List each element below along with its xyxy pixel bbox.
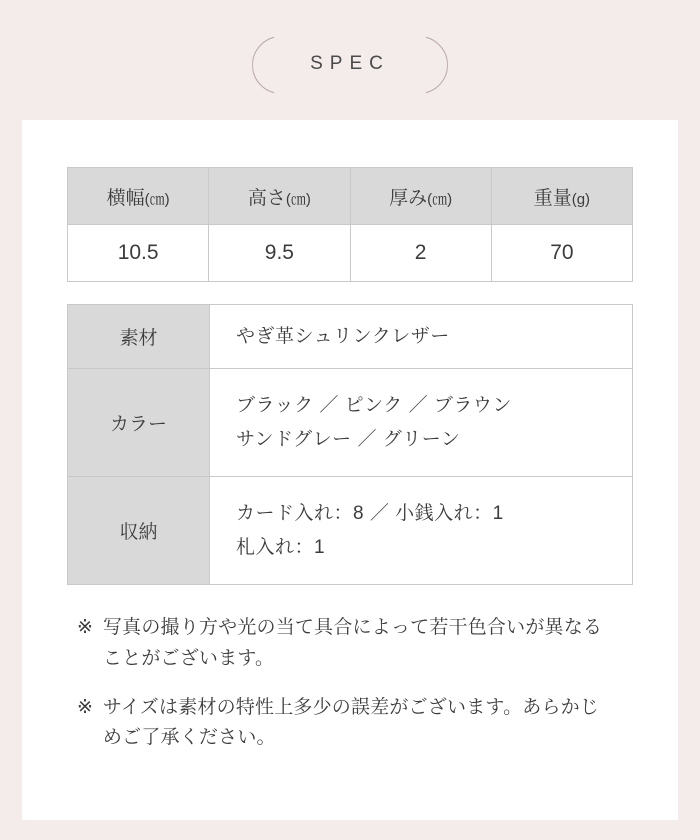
size-header-width-label: 横幅 [106,187,145,209]
size-table-value-row [68,225,633,282]
page-header [0,0,700,120]
size-table-header-row [68,168,633,225]
spec-card-inner [22,120,678,754]
size-header-weight-label: 重量 [533,187,572,209]
size-value-weight: 70 [491,225,632,282]
note-text-2: サイズは素材の特性上多少の誤差がございます。あらかじめご了承ください。 [102,696,600,749]
size-value-width: 10.5 [68,225,209,282]
detail-value-storage [210,477,633,585]
size-table [67,167,633,282]
detail-row-material [68,305,633,369]
note-item [77,613,633,675]
detail-value-color-line-1: ブラック ／ ピンク ／ ブラウン [236,395,512,417]
note-item [77,693,633,755]
detail-row-storage [68,477,633,585]
note-mark-icon: ※ [77,696,93,718]
detail-value-color-line-2: サンドグレー ／ グリーン [236,428,461,450]
detail-table [67,304,633,585]
spec-card [22,120,678,820]
detail-value-material [210,305,633,369]
detail-label-color: カラー [68,369,210,477]
notes-section [67,613,633,754]
size-header-height-unit: (㎝) [285,190,311,208]
size-header-depth-label: 厚み [389,187,428,209]
size-header-weight [491,168,632,225]
page-title: SPEC [310,53,390,74]
note-text-1: 写真の撮り方や光の当て具合によって若干色合いが異なることがございます。 [102,617,603,669]
detail-value-storage-line-1: カード入れ：8 ／ 小銭入れ：1 [236,503,504,525]
size-value-depth: 2 [350,225,491,282]
right-bracket-ornament [408,36,448,92]
size-header-weight-unit: (g) [571,190,591,208]
detail-value-material-line-1: やぎ革シュリンクレザー [236,325,450,347]
size-header-width [68,168,209,225]
size-header-depth [350,168,491,225]
note-mark-icon: ※ [77,617,93,638]
size-value-height: 9.5 [209,225,350,282]
detail-row-color [68,369,633,477]
detail-value-storage-line-2: 札入れ：1 [236,536,326,558]
size-header-depth-unit: (㎝) [427,190,453,208]
size-header-height [209,168,350,225]
detail-label-storage: 収納 [68,477,210,585]
left-bracket-ornament [252,36,292,92]
detail-value-color [210,369,633,477]
size-header-width-unit: (㎝) [144,190,170,208]
size-header-height-label: 高さ [247,187,286,209]
spec-heading [0,34,700,94]
detail-label-material: 素材 [68,305,210,369]
